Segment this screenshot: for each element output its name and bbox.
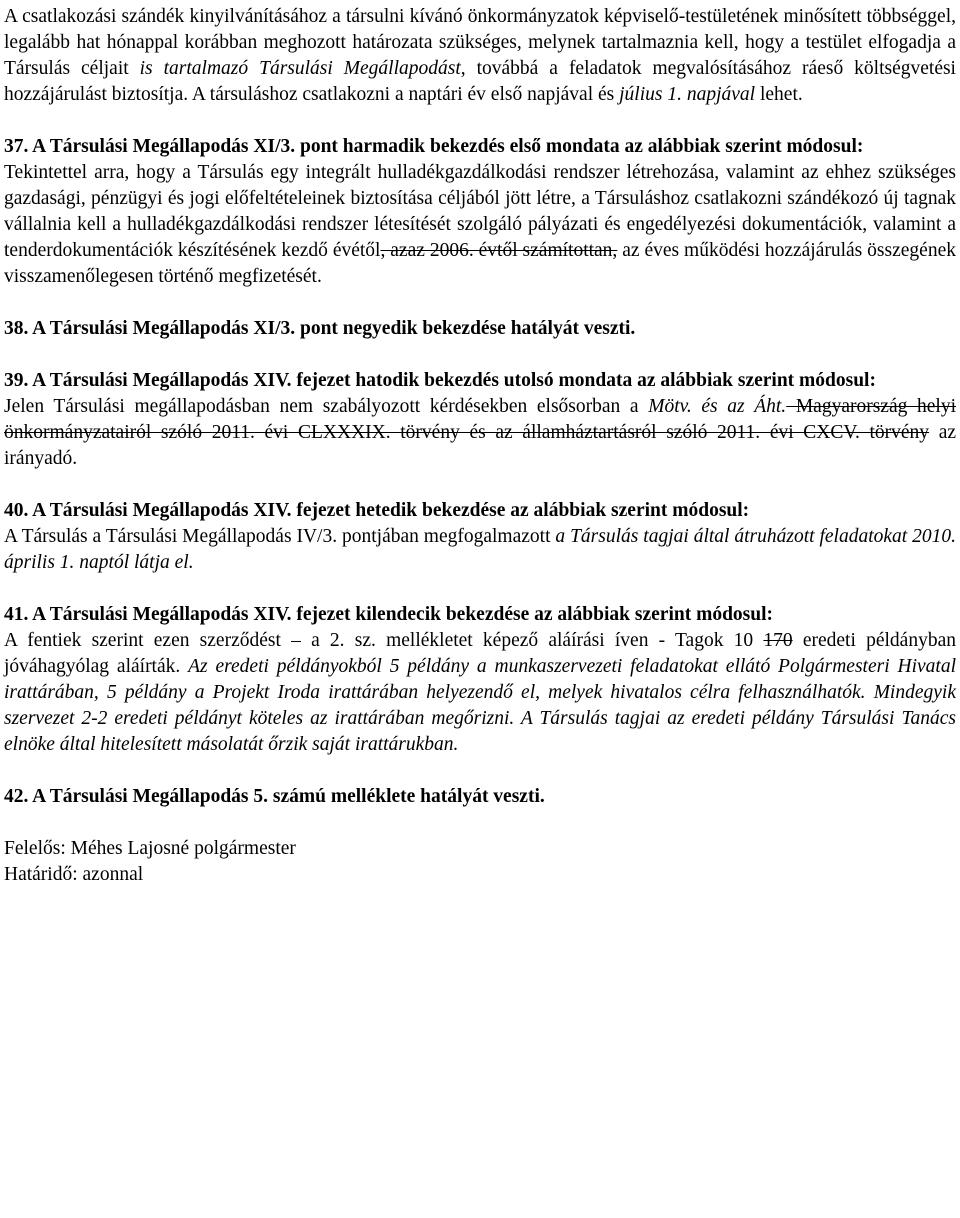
section-39-body <box>4 394 956 472</box>
section-39-text: Jelen Társulási megállapodásban nem szabályozott kérdésekben elsősorban a <box>4 396 649 417</box>
deadline-line: Határidő: azonnal <box>4 864 144 885</box>
section-42 <box>4 784 956 810</box>
section-37-heading: 37. A Társulási Megállapodás XI/3. pont harmadik bekezdés első mondata az alábbiak szerint módosul: <box>4 136 864 157</box>
section-40-text: A Társulás a Társulási Megállapodás IV/3. pontjában megfogalmazott <box>4 526 556 547</box>
intro-paragraph <box>4 4 956 108</box>
section-38-heading: 38. A Társulási Megállapodás XI/3. pont negyedik bekezdése hatályát veszti. <box>4 318 636 339</box>
intro-italic-date: július 1. napjával <box>619 84 756 105</box>
section-41-struck-number: 170 <box>763 630 793 651</box>
section-40-body <box>4 524 956 576</box>
intro-italic-text: is tartalmazó Társulási Megállapodást <box>139 58 461 79</box>
section-41 <box>4 602 956 758</box>
section-40 <box>4 498 956 576</box>
section-38 <box>4 316 956 342</box>
section-40-italic-text: a Társulás tagjai által átruházott feladatokat 2010. április 1. naptól látja el. <box>4 526 956 573</box>
responsible-line: Felelős: Méhes Lajosné polgármester <box>4 838 296 859</box>
document-footer <box>4 836 956 888</box>
intro-text: A csatlakozási szándék kinyilvánításához a társulni kívánó önkormányzatok képviselő-testületének minősített többséggel, legalább hat hónappal korábban meghozott határozata szükséges, melynek tartalmaznia kell, hogy a testület elfogadja a Társulás céljait <box>4 6 956 79</box>
intro-text-end: lehet. <box>755 84 803 105</box>
section-42-heading: 42. A Társulási Megállapodás 5. számú melléklete hatályát veszti. <box>4 786 545 807</box>
section-41-italic-text: Az eredeti példányokból 5 példány a munkaszervezeti feladatokat ellátó Polgármesteri Hivatal irattárában, 5 példány a Projekt Iroda irattárában helyezendő el, melyek hivatalos célra felhasználhatók. Mindegyik szervezet 2-2 eredeti példányt köteles az irattárában megőrizni. A Társulás tagjai az eredeti példány Társulási Tanács elnöke által hitelesített másolatát őrzik saját irattárukban. <box>4 656 956 755</box>
section-41-heading: 41. A Társulási Megállapodás XIV. fejezet kilendecik bekezdése az alábbiak szerint módosul: <box>4 604 774 625</box>
section-37-body <box>4 160 956 290</box>
section-39-heading: 39. A Társulási Megállapodás XIV. fejezet hatodik bekezdés utolsó mondata az alábbiak szerint módosul: <box>4 370 876 391</box>
section-37 <box>4 134 956 290</box>
section-37-text: Tekintettel arra, hogy a Társulás egy integrált hulladékgazdálkodási rendszer létrehozása, valamint az ehhez szükséges gazdasági, pénzügyi és jogi előfeltételeinek biztosítása céljából jött létre, a Társuláshoz csatlakozni szándékozó új tagnak vállalnia kell a hulladékgazdálkodási rendszer létesítését szolgáló pályázati és engedélyezési dokumentációk, valamint a tenderdokumentációk készítésének kezdő évétől <box>4 162 956 261</box>
section-39 <box>4 368 956 472</box>
section-39-text-end: az irányadó. <box>4 422 957 469</box>
intro-text-continued: , továbbá a feladatok megvalósításához ráeső költségvetési hozzájárulást biztosítja. A társuláshoz csatlakozni a naptári év első napjával és <box>4 58 956 105</box>
section-40-heading: 40. A Társulási Megállapodás XIV. fejezet hetedik bekezdése az alábbiak szerint módosul: <box>4 500 750 521</box>
section-37-struck-text: , azaz 2006. évtől számítottan, <box>380 240 618 261</box>
section-39-struck-text: Magyarország helyi önkormányzatairól szóló 2011. évi CLXXXIX. törvény és az államháztartásról szóló 2011. évi CXCV. törvény <box>4 396 956 443</box>
section-41-text: A fentiek szerint ezen szerződést – a 2. sz. mellékletet képező aláírási íven - Tagok 10 <box>4 630 764 651</box>
section-37-text-end: az éves működési hozzájárulás összegének visszamenőlegesen történő megfizetését. <box>4 240 956 287</box>
section-41-text-continued: eredeti példányban jóváhagyólag aláírták. <box>4 630 956 677</box>
section-41-body <box>4 628 956 758</box>
section-39-italic-text: Mötv. és az Áht. <box>648 396 787 417</box>
